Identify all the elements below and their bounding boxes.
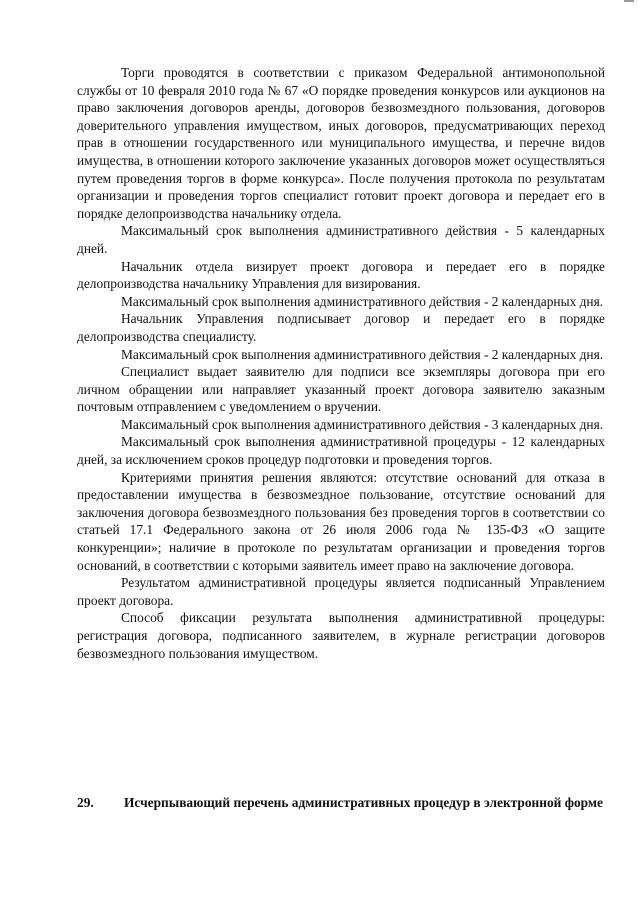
paragraph-department-head-approval: Начальник отдела визирует проект договора и передает его в порядке делопроизводства начальнику Управления для визирования. (77, 258, 605, 292)
scan-corner-mark (624, 0, 634, 2)
paragraph-decision-criteria: Критериями принятия решения являются: отсутствие оснований для отказа в предоставлении имущества в безвозмездное пользование, отсутствие оснований для заключения договора безвозмездного пользования без проведения торгов в соответствии со статьей 17.1 Федерального закона от 26 июля 2006 года № 135-ФЗ «О защите конкуренции»; наличие в протоколе по результатам организации и проведения торгов оснований, в соответствии с которыми заявитель имеет право на заключение договора. (77, 469, 605, 573)
section-title: Исчерпывающий перечень административных процедур в электронной форме (124, 795, 603, 810)
paragraph-procedure-deadline: Максимальный срок выполнения административной процедуры - 12 календарных дней, за исключением сроков процедур подготовки и проведения торгов. (77, 434, 605, 468)
paragraph-procedure-result: Результатом административной процедуры является подписанный Управлением проект договора. (77, 575, 605, 608)
paragraph-director-signature: Начальник Управления подписывает договор и передает его в порядке делопроизводства специалисту. (77, 311, 605, 344)
section-number: 29. (77, 795, 94, 810)
paragraph-deadline-2-days-b: Максимальный срок выполнения административного действия - 2 календарных дня. (121, 346, 604, 362)
section-heading (77, 794, 605, 812)
paragraph-tenders: Торги проводятся в соответствии с приказом Федеральной антимонопольной службы от 10 февраля 2010 года № 67 «О порядке проведения конкурсов или аукционов на право заключения договоров аренды, договоров безвозмездного пользования, договоров доверительного управления имуществом, иных договоров, предусматривающих переход прав в отношении государственного или муниципального имущества, и перечне видов имущества, в отношении которого заключение указанных договоров может осуществляться путем проведения торгов в форме конкурса». После получения протокола по результатам организации и проведения торгов специалист готовит проект договора и передает его в порядке делопроизводства начальнику отдела. (77, 65, 605, 221)
paragraph-deadline-3-days: Максимальный срок выполнения административного действия - 3 календарных дня. (121, 416, 604, 432)
paragraph-result-recording: Способ фиксации результата выполнения административной процедуры: регистрация договора, подписанного заявителем, в журнале регистрации договоров безвозмездного пользования имуществом. (77, 610, 605, 661)
paragraph-deadline-2-days-a: Максимальный срок выполнения административного действия - 2 календарных дня. (121, 293, 604, 309)
paragraph-deadline-5-days: Максимальный срок выполнения административного действия - 5 календарных дней. (77, 223, 605, 256)
paragraph-issue-to-applicant: Специалист выдает заявителю для подписи все экземпляры договора при его личном обращении или направляет указанный проект договора заявителю заказным почтовым отправлением с уведомлением о вручении. (77, 364, 605, 415)
body-text (77, 64, 605, 662)
